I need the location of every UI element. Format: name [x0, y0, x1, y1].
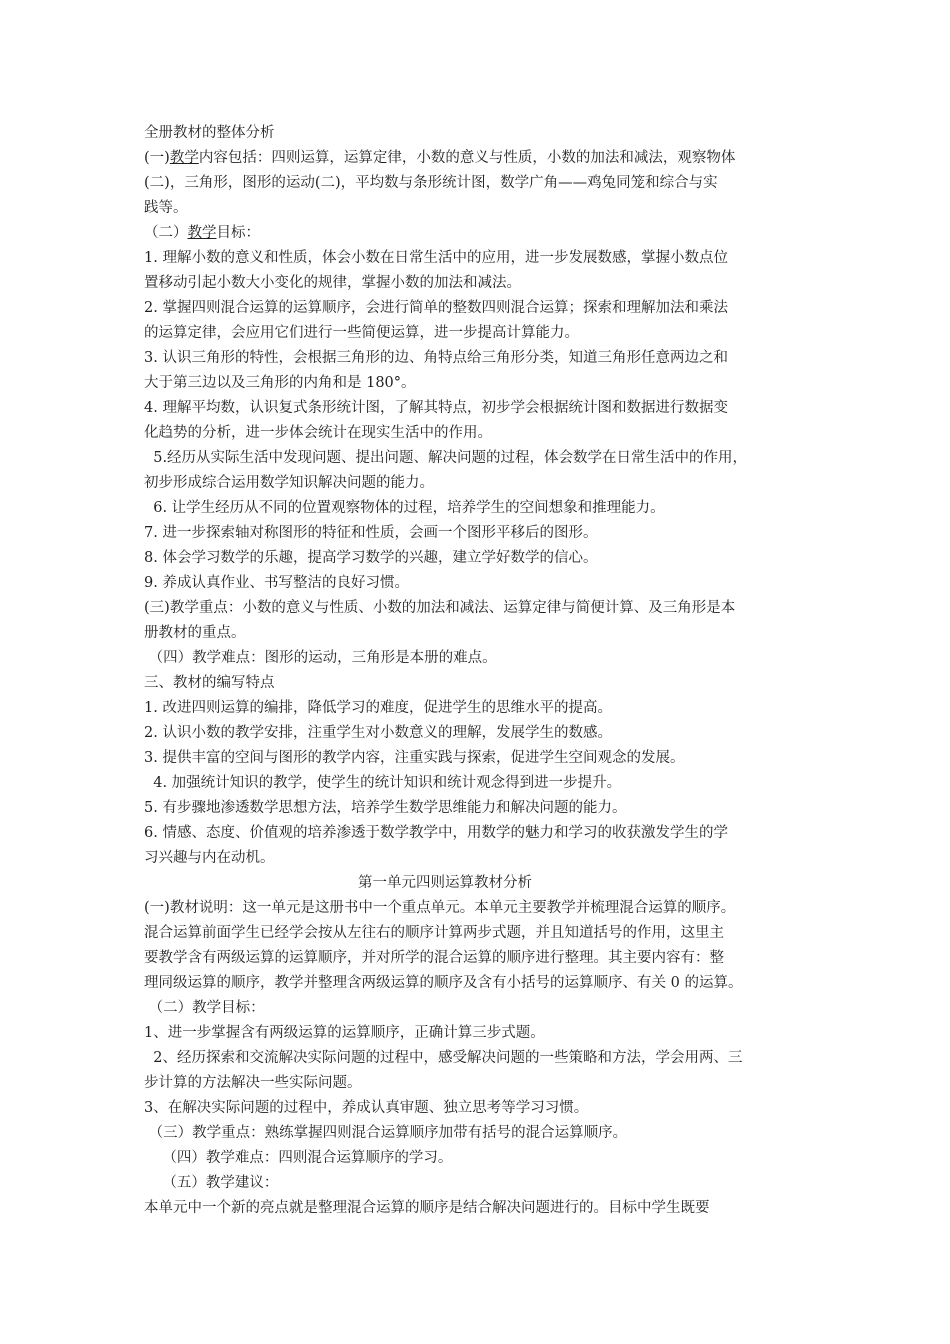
content-paragraph-line: (二)，三角形，图形的运动(二)，平均数与条形统计图，数学广角——鸡兔同笼和综合与实 — [144, 175, 718, 191]
unit-last-line: 本单元中一个新的亮点就是整理混合运算的顺序是结合解决问题进行的。目标中学生既要 — [144, 1200, 710, 1216]
teaching-link[interactable]: 教学 — [169, 150, 199, 166]
content-paragraph-line: 践等。 — [144, 200, 188, 216]
goal-line: 置移动引起小数大小变化的规律，掌握小数的加法和减法。 — [144, 275, 521, 291]
unit-intro-line: 要教学含有两级运算的运算顺序，并对所学的混合运算的顺序进行整理。其主要内容有：整 — [144, 950, 724, 966]
goal-line: 5.经历从实际生活中发现问题、提出问题、解决问题的过程，体会数学在日常生活中的作用， — [144, 450, 748, 466]
feature-line: 3. 提供丰富的空间与图形的教学内容，注重实践与探索，促进学生空间观念的发展。 — [144, 750, 685, 766]
document-body — [144, 121, 816, 1221]
unit-goals-heading: （二）教学目标： — [144, 1000, 265, 1016]
feature-line: 5. 有步骤地渗透数学思想方法，培养学生数学思维能力和解决问题的能力。 — [144, 800, 627, 816]
goal-line: 3. 认识三角形的特性，会根据三角形的边、角特点给三角形分类，知道三角形任意两边之和 — [144, 350, 728, 366]
content-text: 内容包括：四则运算，运算定律，小数的意义与性质，小数的加法和减法，观察物体 — [198, 150, 736, 166]
document-title: 全册教材的整体分析 — [144, 125, 275, 141]
goal-line: 1. 理解小数的意义和性质，体会小数在日常生活中的应用，进一步发展数感，掌握小数点位 — [144, 250, 728, 266]
goal-line: 8. 体会学习数学的乐趣，提高学习数学的兴趣，建立学好数学的信心。 — [144, 550, 598, 566]
feature-line: 4. 加强统计知识的教学，使学生的统计知识和统计观念得到进一步提升。 — [144, 775, 622, 791]
goal-line: 9. 养成认真作业、书写整洁的良好习惯。 — [144, 575, 409, 591]
unit-goal-line: 1、进一步掌握含有两级运算的运算顺序，正确计算三步式题。 — [144, 1025, 545, 1041]
key-points-line: (三)教学重点：小数的意义与性质、小数的加法和减法、运算定律与简便计算、及三角形是本 — [144, 600, 736, 616]
difficulties-line: （四）教学难点：图形的运动，三角形是本册的难点。 — [144, 650, 497, 666]
goals-heading-prefix: （二） — [144, 225, 188, 241]
unit-goal-line: 步计算的方法解决一些实际问题。 — [144, 1075, 362, 1091]
unit-key-line: （三）教学重点：熟练掌握四则混合运算顺序加带有括号的混合运算顺序。 — [144, 1125, 628, 1141]
feature-line: 2. 认识小数的教学安排，注重学生对小数意义的理解，发展学生的数感。 — [144, 725, 612, 741]
section-number: (一) — [144, 150, 170, 166]
unit-goal-line: 2、经历探索和交流解决实际问题的过程中，感受解决问题的一些策略和方法，学会用两、三 — [144, 1050, 743, 1066]
goal-line: 2. 掌握四则混合运算的运算顺序，会进行简单的整数四则混合运算；探索和理解加法和乘法 — [144, 300, 728, 316]
content-paragraph-line — [144, 146, 816, 171]
feature-line: 1. 改进四则运算的编排，降低学习的难度，促进学生的思维水平的提高。 — [144, 700, 612, 716]
unit-difficulty-line: （四）教学难点：四则混合运算顺序的学习。 — [144, 1150, 453, 1166]
feature-line: 习兴趣与内在动机。 — [144, 850, 275, 866]
goal-line: 4. 理解平均数，认识复式条形统计图，了解其特点，初步学会根据统计图和数据进行数据变 — [144, 400, 728, 416]
unit-suggest-heading: （五）教学建议： — [144, 1175, 279, 1191]
goal-line: 初步形成综合运用数学知识解决问题的能力。 — [144, 475, 434, 491]
features-heading: 三、教材的编写特点 — [144, 675, 275, 691]
goal-line: 的运算定律，会应用它们进行一些简便运算，进一步提高计算能力。 — [144, 325, 579, 341]
unit-title: 第一单元四则运算教材分析 — [358, 875, 532, 891]
unit-intro-line: 理同级运算的顺序，教学并整理含两级运算的顺序及含有小括号的运算顺序、有关 0 的运算。 — [144, 975, 743, 991]
goal-line: 大于第三边以及三角形的内角和是 180°。 — [144, 375, 416, 391]
goals-heading-suffix: 目标： — [216, 225, 260, 241]
key-points-line: 册教材的重点。 — [144, 625, 246, 641]
goal-line: 7. 进一步探索轴对称图形的特征和性质，会画一个图形平移后的图形。 — [144, 525, 598, 541]
teaching-link[interactable]: 教学 — [187, 225, 217, 241]
unit-goal-line: 3、在解决实际问题的过程中，养成认真审题、独立思考等学习习惯。 — [144, 1100, 589, 1116]
unit-intro-line: (一)教材说明：这一单元是这册书中一个重点单元。本单元主要教学并梳理混合运算的顺序。 — [144, 900, 736, 916]
unit-intro-line: 混合运算前面学生已经学会按从左往右的顺序计算两步式题，并且知道括号的作用，这里主 — [144, 925, 724, 941]
goals-heading — [144, 221, 816, 246]
feature-line: 6. 情感、态度、价值观的培养渗透于数学教学中，用数学的魅力和学习的收获激发学生的学 — [144, 825, 728, 841]
goal-line: 6. 让学生经历从不同的位置观察物体的过程，培养学生的空间想象和推理能力。 — [144, 500, 665, 516]
goal-line: 化趋势的分析，进一步体会统计在现实生活中的作用。 — [144, 425, 492, 441]
